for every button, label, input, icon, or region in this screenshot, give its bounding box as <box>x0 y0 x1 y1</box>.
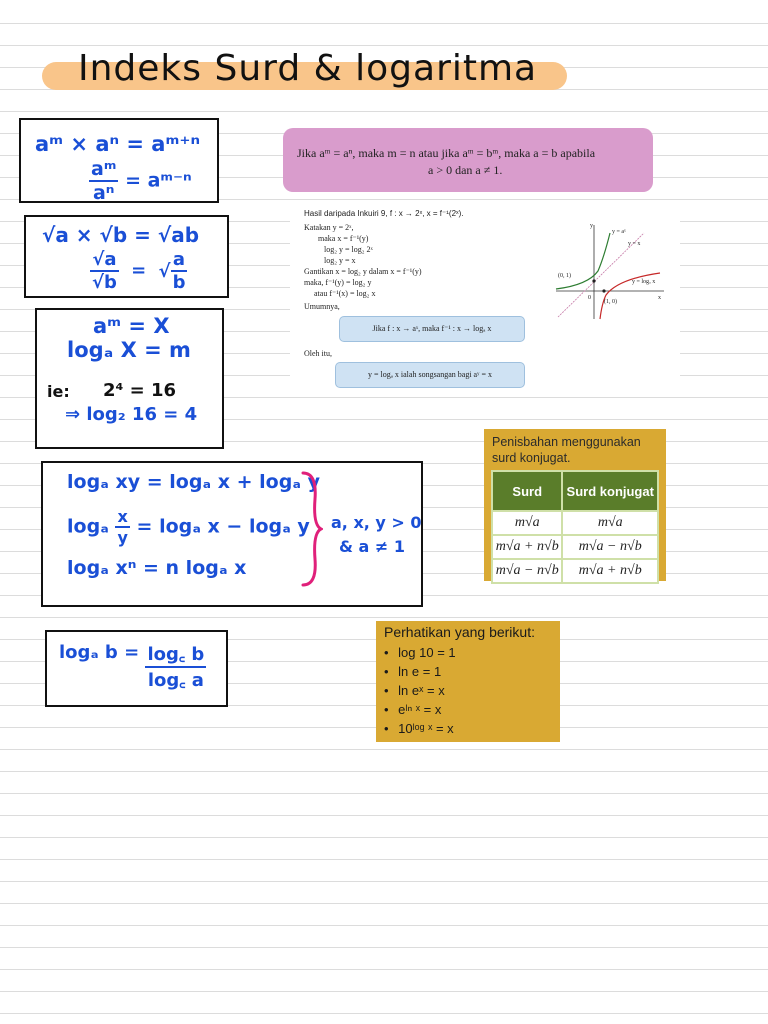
notes-heading: Perhatikan yang berikut: <box>384 624 535 640</box>
surd-card-heading: Penisbahan menggunakan surd konjugat. <box>492 435 641 465</box>
note-item-text: ln e = 1 <box>398 664 442 679</box>
log-quotient-rule <box>67 507 310 547</box>
graph-axis-y: y <box>590 223 593 229</box>
note-item-text: 10ˡᵒᵍ ˣ = x <box>398 721 454 736</box>
table-row <box>492 559 658 583</box>
index-divide-rule <box>89 158 192 204</box>
quotient-numerator: x <box>115 507 129 528</box>
change-base-denominator: log꜀ a <box>147 670 204 691</box>
index-law-box <box>19 118 219 203</box>
inverse-function-box: Jika f : x → aˣ, maka f⁻¹ : x → logₐ x <box>340 317 524 341</box>
table-header-row <box>492 471 658 511</box>
surd-numerator: √a <box>90 249 119 272</box>
inverse-graph <box>548 219 668 323</box>
example-label: ie: <box>47 382 70 401</box>
graph-origin: 0 <box>588 295 591 301</box>
graph-label-yx: y = x <box>628 241 641 247</box>
inquiry-line: Gantikan x = log₂ y dalam x = f⁻¹(y) <box>304 267 422 276</box>
log-power-rule: logₐ xⁿ = n logₐ x <box>67 557 247 579</box>
graph-label-exp: y = aˣ <box>612 229 626 235</box>
log-definition-box <box>35 308 224 449</box>
note-item-text: eˡⁿ ˣ = x <box>398 702 442 717</box>
inquiry-line: atau f⁻¹(x) = log₂ x <box>314 289 376 298</box>
quotient-lhs: logₐ <box>67 515 109 538</box>
surd-rhs-numerator: a <box>171 249 188 272</box>
conjugate-cell: m√a + n√b <box>562 559 658 583</box>
log-product-rule: logₐ xy = logₐ x + logₐ y <box>67 471 321 493</box>
page-title: Indeks Surd & logaritma <box>78 48 538 89</box>
note-item: • log 10 = 1 <box>384 645 456 660</box>
inquiry-excerpt <box>290 205 680 395</box>
conditions-positive: a, x, y > 0 <box>331 513 422 532</box>
change-of-base-box <box>45 630 228 707</box>
conjugate-cell: m√a <box>562 511 658 535</box>
note-item: • eˡⁿ ˣ = x <box>384 702 442 717</box>
change-base-lhs: logₐ b = <box>59 642 140 663</box>
col-surd: Surd <box>492 471 562 511</box>
note-item: • ln e = 1 <box>384 664 442 679</box>
quotient-rhs: = logₐ x − logₐ y <box>136 515 310 538</box>
inquiry-line: log₂ y = log₂ 2ˣ <box>324 245 373 254</box>
col-conjugate: Surd konjugat <box>562 471 658 511</box>
example-index: 2⁴ = 16 <box>103 380 177 401</box>
index-equality-line1: Jika aᵐ = aⁿ, maka m = n atau jika aᵐ = bᵐ, maka a = b apabila <box>297 146 596 160</box>
log-laws-box <box>41 461 423 607</box>
graph-point-01: (0, 1) <box>558 273 571 279</box>
graph-point-10: (1, 0) <box>604 299 617 305</box>
graph-axis-x: x <box>658 295 661 301</box>
inverse-statement-box: y = logₐ x ialah songsangan bagi aʸ = x <box>336 363 524 387</box>
log-notes-card <box>376 621 560 742</box>
index-equality-card <box>283 128 653 192</box>
inquiry-line: maka, f⁻¹(y) = log₂ y <box>304 278 372 287</box>
surd-law-box <box>24 215 229 298</box>
surd-rhs-denominator: b <box>172 272 186 293</box>
log-form: logₐ X = m <box>67 338 191 362</box>
graph-label-log: y = logₐ x <box>632 279 656 285</box>
surd-multiply-rule: √a × √b = √ab <box>42 223 200 247</box>
index-multiply-rule: aᵐ × aⁿ = aᵐ⁺ⁿ <box>35 132 201 156</box>
index-form: aᵐ = X <box>93 314 170 338</box>
divide-result: = aᵐ⁻ⁿ <box>125 169 192 192</box>
inquiry-line: Katakan y = 2ˣ, <box>304 223 354 232</box>
change-base-numerator: log꜀ b <box>145 642 206 668</box>
surd-table-wrap <box>491 470 659 584</box>
surd-cell: m√a − n√b <box>492 559 562 583</box>
note-item-text: ln eˣ = x <box>398 683 445 698</box>
divide-denominator: aⁿ <box>92 182 115 204</box>
surd-divide-rule: $\frac{√a}{√b}$ = √ $\frac{a}{b}$ <box>92 249 186 293</box>
inquiry-line: Umumnya, <box>304 302 340 311</box>
inquiry-line: maka x = f⁻¹(y) <box>318 234 369 243</box>
change-of-base-rule <box>59 642 206 692</box>
table-row <box>492 535 658 559</box>
divide-numerator: aᵐ <box>91 158 117 180</box>
oleh-itu: Oleh itu, <box>304 349 332 358</box>
surd-cell: m√a <box>492 511 562 535</box>
surd-table <box>491 470 659 584</box>
inquiry-line: log₂ y = x <box>324 256 356 265</box>
conditions-brace <box>299 469 323 589</box>
inquiry-heading: Hasil daripada Inkuiri 9, f : x → 2ˣ, x = f⁻¹(2ˣ). <box>304 209 464 218</box>
quotient-denominator: y <box>117 528 128 547</box>
table-row <box>492 511 658 535</box>
note-item-text: log 10 = 1 <box>398 645 456 660</box>
surd-cell: m√a + n√b <box>492 535 562 559</box>
index-equality-line2: a > 0 dan a ≠ 1. <box>428 163 503 177</box>
conditions-base: & a ≠ 1 <box>339 537 405 556</box>
note-item: • 10ˡᵒᵍ ˣ = x <box>384 721 454 736</box>
surd-conjugate-card <box>484 429 666 581</box>
example-log: ⇒ log₂ 16 = 4 <box>65 404 198 425</box>
surd-denominator: √b <box>92 272 117 293</box>
conjugate-cell: m√a − n√b <box>562 535 658 559</box>
note-item: • ln eˣ = x <box>384 683 445 698</box>
